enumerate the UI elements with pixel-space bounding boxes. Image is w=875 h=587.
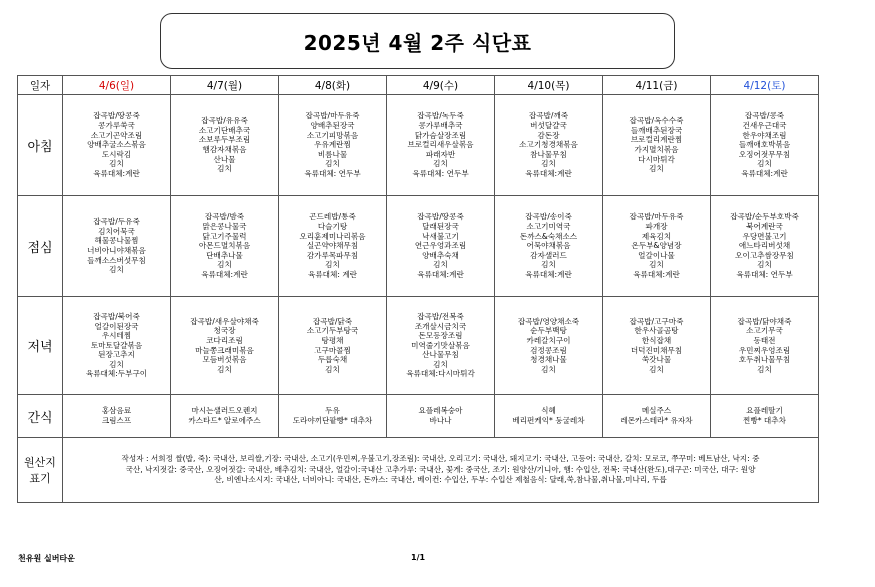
menu-item: 순두부백탕 xyxy=(530,326,567,336)
menu-item: 육류대체:계란 xyxy=(201,269,248,279)
menu-item: 돈까스&숙채소스 xyxy=(519,231,578,241)
menu-item: 어묵야채볶음 xyxy=(526,241,571,251)
menu-item: 한우야채조림 xyxy=(742,130,787,140)
menu-item: 김치 xyxy=(109,265,124,275)
menu-cell-fri xyxy=(603,297,711,395)
footer-org: 천유원 실버타운 xyxy=(18,554,75,563)
menu-item: 들깨소스버섯무침 xyxy=(87,255,146,265)
menu-item: 소고기단배추국 xyxy=(198,125,251,135)
menu-item: 김치 xyxy=(433,159,448,169)
menu-item: 달래된장국 xyxy=(422,222,459,232)
menu-item: 참나물무침 xyxy=(530,149,567,159)
menu-item: 김치 xyxy=(757,260,772,270)
menu-item: 한우사골곰탕 xyxy=(634,326,679,336)
menu-cell-tue xyxy=(279,95,387,196)
menu-item: 잡곡밥/유유죽 xyxy=(201,116,248,126)
menu-item: 검정콩조림 xyxy=(530,345,567,355)
menu-item: 육류대체:계란 xyxy=(525,269,572,279)
menu-item: 김치 xyxy=(433,359,448,369)
menu-item: 낙새불고기 xyxy=(422,231,459,241)
menu-item: 찐빵* 대추차 xyxy=(743,416,786,425)
menu-cell-mon xyxy=(171,196,279,297)
menu-item: 김치 xyxy=(217,164,232,174)
menu-item: 잡곡밥/영양채소죽 xyxy=(517,316,580,326)
menu-item: 김치 xyxy=(217,260,232,270)
meal-row-lunch xyxy=(18,196,819,297)
menu-item: 맑은콩나물국 xyxy=(202,222,247,232)
origin-label: 원산지 표기 xyxy=(18,438,63,503)
menu-item: 잡곡밥/마두유죽 xyxy=(629,212,684,222)
menu-item: 콩가루배추국 xyxy=(418,121,463,131)
menu-item: 레몬카스테라* 유자차 xyxy=(620,416,693,425)
menu-item: 잡곡밥/송이죽 xyxy=(525,212,572,222)
menu-item: 토마토달걀볶음 xyxy=(90,340,143,350)
menu-item: 육류대체: 연두부 xyxy=(736,269,793,279)
meal-label-snack: 간식 xyxy=(18,395,63,438)
menu-item: 김치 xyxy=(325,364,340,374)
menu-item: 감자샐러드 xyxy=(530,250,567,260)
menu-item: 호두취나물무침 xyxy=(738,355,791,365)
menu-item: 김치 xyxy=(649,260,664,270)
menu-item: 소보루두부조림 xyxy=(198,135,251,145)
menu-item: 잡곡밥/옥수수죽 xyxy=(629,116,684,126)
menu-item: 카스타드* 알로에주스 xyxy=(188,416,261,425)
menu-cell-mon xyxy=(171,395,279,438)
menu-item: 잡곡밥/깨죽 xyxy=(528,111,569,121)
menu-item: 잡곡밥/닭죽 xyxy=(312,316,353,326)
menu-item: 미역줄기맛살볶음 xyxy=(411,340,470,350)
menu-item: 요플레복숭아 xyxy=(418,406,463,416)
menu-item: 탕평채 xyxy=(321,335,344,345)
menu-item: 소고기미역국 xyxy=(526,222,571,232)
menu-item: 김치 xyxy=(541,364,556,374)
menu-item: 된장고추지 xyxy=(98,350,135,360)
menu-item: 산나물무침 xyxy=(422,350,459,360)
menu-item: 김치 xyxy=(649,364,664,374)
menu-item: 우민찌우엉조림 xyxy=(738,345,791,355)
menu-item: 김치 xyxy=(649,164,664,174)
menu-item: 육류대체:두부구이 xyxy=(85,369,148,379)
menu-item: 메실주스 xyxy=(641,406,672,416)
menu-item: 소고기두부탕국 xyxy=(306,326,359,336)
menu-item: 감가루목파무침 xyxy=(306,250,359,260)
meal-label-lunch: 점심 xyxy=(18,196,63,297)
origin-text xyxy=(63,438,819,503)
menu-item: 마늘쫑크래미볶음 xyxy=(195,345,254,355)
menu-item: 김치 xyxy=(109,159,124,169)
menu-item: 닭가슴살장조림 xyxy=(414,130,467,140)
menu-item: 쑥갓나물 xyxy=(641,355,672,365)
meal-label-breakfast: 아침 xyxy=(18,95,63,196)
menu-item: 김치 xyxy=(109,359,124,369)
menu-item: 김치 xyxy=(757,159,772,169)
menu-item: 닭고기주물럭 xyxy=(202,231,247,241)
menu-item: 육류대체:계란 xyxy=(633,269,680,279)
menu-item: 얼갈이된장국 xyxy=(94,321,139,331)
menu-item: 소고기청경채볶음 xyxy=(519,140,578,150)
menu-item: 돈모등장조림 xyxy=(418,331,463,341)
date-header-label: 일자 xyxy=(18,76,63,95)
menu-item: 육류대체:계란 xyxy=(525,168,572,178)
menu-item: 우당면불고기 xyxy=(742,231,787,241)
menu-item: 김치 xyxy=(433,260,448,270)
menu-item: 김치 xyxy=(217,364,232,374)
menu-item: 김치 xyxy=(325,260,340,270)
menu-item: 잡곡밥/전복죽 xyxy=(417,311,464,321)
menu-item: 연근우엉과조림 xyxy=(414,241,467,251)
menu-item: 들깨애호박볶음 xyxy=(738,140,791,150)
menu-item: 육류대체:계란 xyxy=(93,168,140,178)
page-title: 2025년 4월 2주 식단표 xyxy=(303,30,532,55)
menu-item: 소고기곤약조림 xyxy=(90,130,143,140)
meal-label-dinner: 저녁 xyxy=(18,297,63,395)
menu-item: 북어계란국 xyxy=(746,222,783,232)
menu-item: 육류대체:다시마튀각 xyxy=(406,369,475,379)
menu-item: 동태전 xyxy=(753,335,776,345)
menu-item: 산나물 xyxy=(213,154,236,164)
origin-row xyxy=(18,438,819,503)
menu-table xyxy=(17,75,819,503)
menu-item: 고구마콜찜 xyxy=(314,345,351,355)
menu-cell-fri xyxy=(603,196,711,297)
menu-cell-sat xyxy=(711,395,819,438)
menu-item: 코다리조림 xyxy=(206,335,243,345)
footer-page-number: 1/1 xyxy=(411,553,426,562)
menu-item: 파래자반 xyxy=(425,149,456,159)
menu-item: 다시마튀각 xyxy=(638,154,675,164)
menu-item: 식혜 xyxy=(541,406,556,416)
menu-item: 잡곡밥/밤죽 xyxy=(204,212,245,222)
menu-item: 애느타리버섯채 xyxy=(738,241,791,251)
menu-item: 육류대체: 계란 xyxy=(308,269,357,279)
menu-item: 온두부&양념장 xyxy=(631,241,682,251)
menu-item: 가지멸치볶음 xyxy=(634,145,679,154)
menu-item: 들깨배추된장국 xyxy=(630,125,683,135)
menu-item: 얼갈이나물 xyxy=(638,250,675,260)
menu-item: 양배추굴소스볶음 xyxy=(87,140,146,150)
menu-item: 콩가루쑥국 xyxy=(98,121,135,131)
menu-item: 두릅숙채 xyxy=(317,355,348,365)
menu-cell-sat xyxy=(711,95,819,196)
menu-item: 잡곡밥/땅콩죽 xyxy=(93,111,140,121)
menu-item: 잡곡밥/고구마죽 xyxy=(629,316,684,326)
menu-item: 카레갈치구이 xyxy=(526,335,571,345)
menu-item: 비름나물 xyxy=(317,149,348,159)
menu-item: 곤드레밥/통죽 xyxy=(309,212,356,222)
menu-item: 크림스프 xyxy=(101,416,132,425)
menu-item: 잡곡밥/두유죽 xyxy=(93,217,140,227)
menu-item: 잡곡밥/북어죽 xyxy=(93,311,140,321)
menu-item: 양배추된장국 xyxy=(310,121,355,131)
menu-item: 김치 xyxy=(325,159,340,169)
menu-item: 도시락김 xyxy=(101,149,132,159)
menu-item: 잡곡밥/콩죽 xyxy=(744,111,785,121)
menu-item: 소고기피망볶음 xyxy=(306,130,359,140)
menu-cell-wed xyxy=(387,395,495,438)
menu-item: 우시테찜 xyxy=(101,331,132,341)
menu-item: 홍삼음료 xyxy=(101,406,132,416)
day-header-thu: 4/10(목) xyxy=(495,76,603,95)
menu-item: 잡곡밥/닭야채죽 xyxy=(737,316,792,326)
menu-item: 두유 xyxy=(325,406,340,416)
menu-item: 건새우근대국 xyxy=(742,121,787,131)
menu-cell-fri xyxy=(603,95,711,196)
day-header-fri: 4/11(금) xyxy=(603,76,711,95)
menu-item: 김치 xyxy=(757,364,772,374)
day-header-sat: 4/12(토) xyxy=(711,76,819,95)
menu-item: 조개살시금치국 xyxy=(414,321,467,331)
menu-cell-thu xyxy=(495,95,603,196)
day-header-mon: 4/7(월) xyxy=(171,76,279,95)
menu-cell-mon xyxy=(171,297,279,395)
menu-item: 다슬기탕 xyxy=(317,222,348,232)
menu-item: 잡곡밥/땅콩죽 xyxy=(417,212,464,222)
menu-item: 버섯달걀국 xyxy=(530,121,567,131)
menu-item: 오징어젓무무침 xyxy=(738,149,791,159)
date-header-row xyxy=(18,76,819,95)
menu-item: 김치 xyxy=(541,260,556,270)
title-box xyxy=(160,13,675,69)
menu-cell-wed xyxy=(387,95,495,196)
meal-row-dinner xyxy=(18,297,819,395)
origin-line: 산, 비엔나소시지: 국내산, 너비아니: 국내산, 돈까스: 국내산, 베이컨: 수입산, 두부: 수입산 제철음식: 달래,쑥,참나물,취나물,미나리, 두릅 xyxy=(214,475,667,485)
menu-item: 잡곡밥/새우살야채죽 xyxy=(190,316,259,326)
menu-item: 소고기무국 xyxy=(746,326,783,336)
menu-cell-sun xyxy=(63,297,171,395)
menu-cell-sun xyxy=(63,95,171,196)
menu-item: 파개장 xyxy=(645,222,668,232)
day-header-wed: 4/9(수) xyxy=(387,76,495,95)
menu-item: 김치 xyxy=(541,159,556,169)
menu-item: 도라야끼단팥빵* 대추차 xyxy=(292,416,373,425)
menu-item: 베리펀케익* 둥굴레차 xyxy=(512,416,585,425)
menu-item: 너비아니야채볶음 xyxy=(87,246,146,255)
menu-item: 감돈장 xyxy=(537,130,560,140)
menu-item: 청국장 xyxy=(213,326,236,336)
origin-line: 작성자 : 서희정 쌀(밥, 죽): 국내산, 보리쌀,기장: 국내산, 소고기(우민찌,우불고기,장조림): 국내산, 오리고기: 국내산, 돼지고기: 국내산, 고등어: 국내산, 갈치: 모로코, 쭈꾸미: 베트남산, 낙지: 중 xyxy=(121,454,760,464)
menu-cell-thu xyxy=(495,196,603,297)
menu-item: 브로컬리새우살볶음 xyxy=(407,140,474,150)
day-header-sun: 4/6(일) xyxy=(63,76,171,95)
menu-cell-sat xyxy=(711,196,819,297)
menu-item: 한식잡채 xyxy=(641,335,672,345)
menu-item: 육류대체:계란 xyxy=(417,269,464,279)
menu-item: 바나나 xyxy=(429,416,452,425)
meal-row-snack xyxy=(18,395,819,438)
menu-cell-tue xyxy=(279,297,387,395)
meal-row-breakfast xyxy=(18,95,819,196)
menu-item: 잡곡밥/마두유죽 xyxy=(305,111,360,121)
menu-item: 아몬드멸치볶음 xyxy=(198,241,251,251)
menu-cell-sun xyxy=(63,196,171,297)
day-header-tue: 4/8(화) xyxy=(279,76,387,95)
menu-item: 모듬버섯볶음 xyxy=(202,355,247,365)
menu-item: 요플레딸기 xyxy=(746,406,783,416)
menu-item: 더덕진미채무침 xyxy=(630,345,683,355)
menu-item: 실곤약야채무침 xyxy=(306,241,359,251)
menu-item: 육류대체: 연두부 xyxy=(412,168,469,178)
menu-item: 제육김치 xyxy=(641,231,672,241)
menu-item: 잡곡밥/녹두죽 xyxy=(417,111,464,121)
origin-line: 국산, 낙지젓갈: 중국산, 오징어젓갈: 국내산, 배추김치: 국내산, 얼갈이:국내산 고추가루: 국내산, 꽃게: 중국산, 조기: 원양산/기니아, 햄: 수입산, 전복: 국내산(완도),대구곤: 미국산, 대구: 원양 xyxy=(125,464,756,474)
menu-item: 우유계란찜 xyxy=(314,140,351,150)
menu-cell-wed xyxy=(387,297,495,395)
menu-item: 오리훈제미나리볶음 xyxy=(299,231,366,241)
menu-item: 단배추나물 xyxy=(206,250,243,260)
menu-cell-thu xyxy=(495,297,603,395)
menu-cell-sun xyxy=(63,395,171,438)
menu-item: 브로컬리계란찜 xyxy=(630,135,683,145)
menu-cell-tue xyxy=(279,395,387,438)
menu-item: 잡곡밥/순두부호박죽 xyxy=(730,212,799,222)
menu-item: 육류대체: 연두부 xyxy=(304,168,361,178)
menu-cell-sat xyxy=(711,297,819,395)
menu-cell-wed xyxy=(387,196,495,297)
menu-cell-tue xyxy=(279,196,387,297)
menu-item: 해물콩나물찜 xyxy=(94,236,139,246)
menu-item: 햄감자채볶음 xyxy=(202,145,247,154)
menu-cell-mon xyxy=(171,95,279,196)
menu-item: 양배추숙채 xyxy=(422,250,459,260)
menu-item: 육류대체:계란 xyxy=(741,168,788,178)
menu-item: 오이고추쌈장무침 xyxy=(735,250,794,260)
menu-cell-fri xyxy=(603,395,711,438)
menu-item: 김치어묵국 xyxy=(98,226,135,236)
menu-item: 마시는샐러드오렌지 xyxy=(191,406,258,416)
menu-item: 청경채나물 xyxy=(530,355,567,365)
menu-cell-thu xyxy=(495,395,603,438)
